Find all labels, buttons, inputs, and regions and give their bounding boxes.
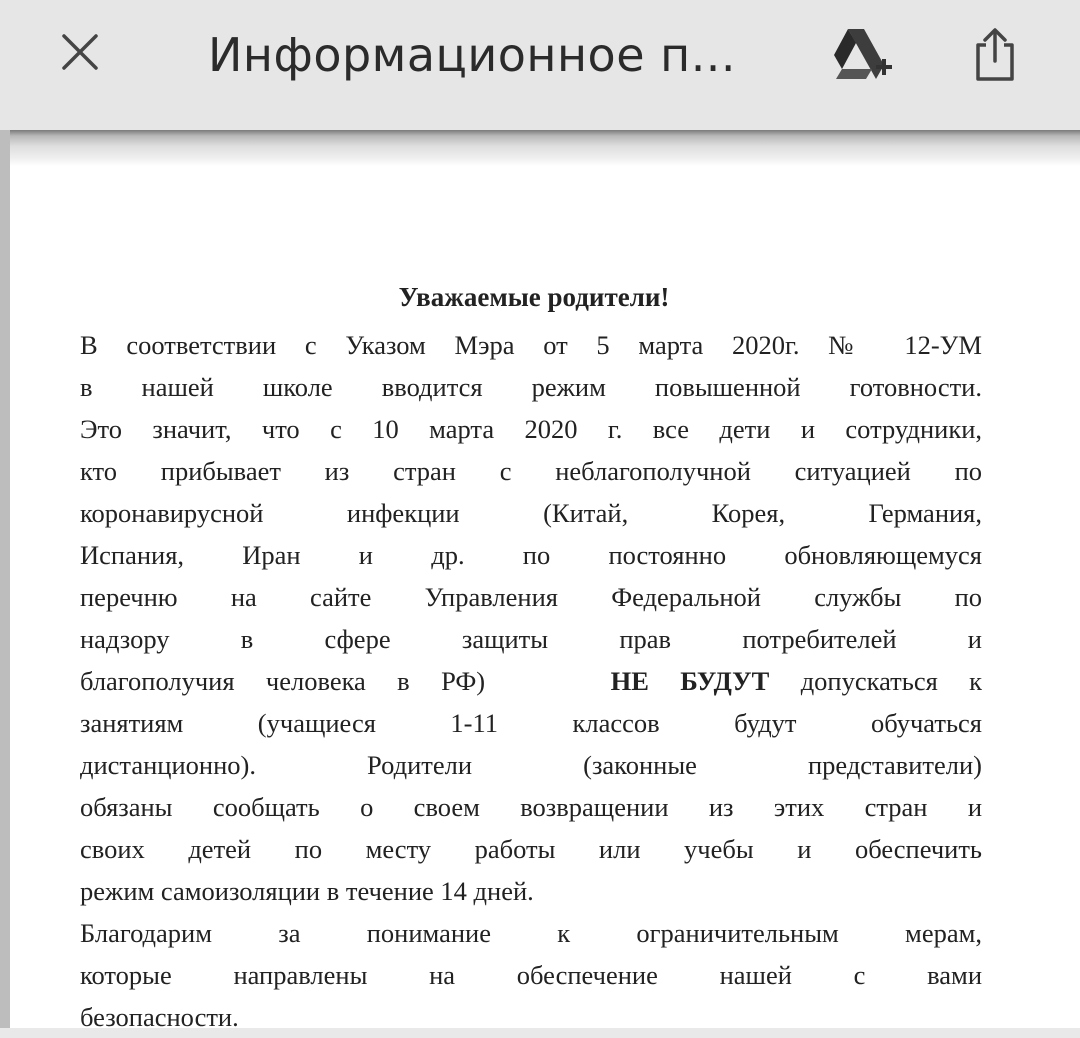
document-heading: Уважаемые родители! bbox=[398, 282, 670, 312]
share-button[interactable] bbox=[960, 20, 1030, 90]
text-line: которые направлены на обеспечение нашей с вами bbox=[80, 960, 982, 990]
text-line: дистанционно). Родители (законные представители) bbox=[80, 750, 982, 780]
text-line: в нашей школе вводится режим повышенной готовности. bbox=[80, 372, 982, 402]
page-edge bbox=[0, 130, 10, 1028]
text-line: Это значит, что с 10 марта 2020 г. все дети и сотрудники, bbox=[80, 414, 982, 444]
text-line: надзору в сфере защиты прав потребителей и bbox=[80, 624, 982, 654]
close-icon bbox=[58, 30, 102, 74]
emphasis-text: НЕ БУДУТ bbox=[610, 666, 770, 696]
text-line: Благодарим за понимание к ограничительным мерам, bbox=[80, 918, 982, 948]
google-drive-add-icon bbox=[826, 25, 898, 85]
top-toolbar bbox=[0, 0, 1080, 130]
text-line: занятиям (учащиеся 1-11 классов будут обучаться bbox=[80, 708, 982, 738]
document-title: Информационное п... bbox=[208, 28, 737, 82]
text-line: режим самоизоляции в течение 14 дней. bbox=[80, 876, 534, 906]
text-line: обязаны сообщать о своем возвращении из этих стран и bbox=[80, 792, 982, 822]
document-body bbox=[80, 270, 982, 1038]
text-line: безопасности. bbox=[80, 1002, 239, 1032]
close-button[interactable] bbox=[50, 22, 110, 82]
text-line: В соответствии с Указом Мэра от 5 марта 2020г. № 12-УМ bbox=[80, 330, 982, 360]
text-fragment: допускаться к bbox=[800, 666, 983, 696]
text-line: коронавирусной инфекции (Китай, Корея, Германия, bbox=[80, 498, 982, 528]
add-to-drive-button[interactable] bbox=[822, 20, 902, 90]
text-line: кто прибывает из стран с неблагополучной ситуацией по bbox=[80, 456, 982, 486]
text-fragment: благополучия человека в РФ) bbox=[80, 666, 486, 696]
share-icon bbox=[970, 25, 1020, 85]
toolbar-shadow bbox=[0, 130, 1080, 166]
text-line: перечню на сайте Управления Федеральной службы по bbox=[80, 582, 982, 612]
text-line: Испания, Иран и др. по постоянно обновляющемуся bbox=[80, 540, 982, 570]
text-line: своих детей по месту работы или учебы и обеспечить bbox=[80, 834, 982, 864]
text-line-with-emphasis bbox=[80, 660, 982, 702]
